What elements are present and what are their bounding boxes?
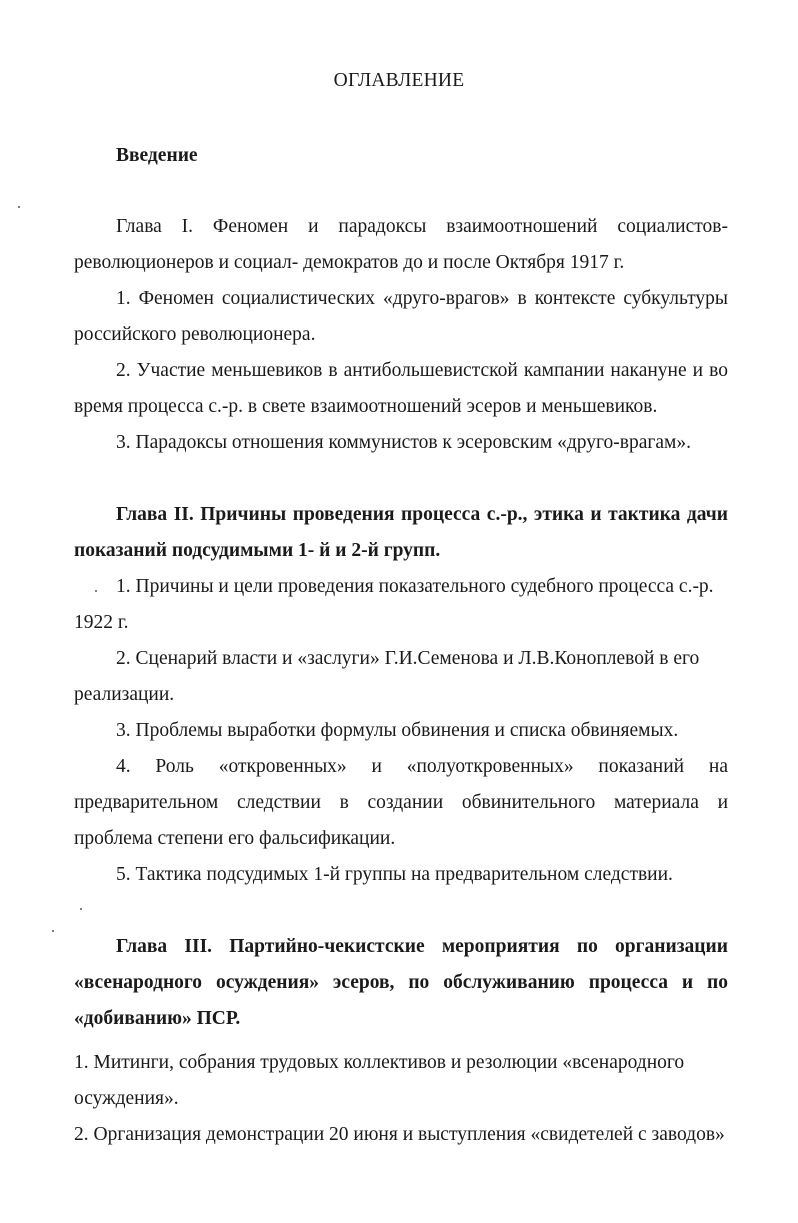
intro-heading: Введение	[116, 145, 198, 166]
chapter-2-heading-line-2: показаний подсудимыми 1- й и 2-й групп.	[74, 540, 441, 561]
chapter-2-item-1-line-2: 1922 г.	[74, 612, 129, 633]
chapter-2-heading-line-1: Глава II. Причины проведения процесса с.-р., этика и тактика дачи	[116, 504, 728, 525]
chapter-2-item-4-line-1: 4. Роль «откровенных» и «полуоткровенных» показаний на	[116, 756, 728, 777]
chapter-2-item-2-line-1: 2. Сценарий власти и «заслуги» Г.И.Семенова и Л.В.Коноплевой в его	[116, 648, 700, 669]
chapter-2-item-3: 3. Проблемы выработки формулы обвинения и списка обвиняемых.	[116, 720, 679, 741]
chapter-1-item-2-line-1: 2. Участие меньшевиков в антибольшевистской кампании накануне и во	[116, 360, 728, 381]
chapter-1-item-3: 3. Парадоксы отношения коммунистов к эсеровским «друго-врагам».	[116, 432, 691, 453]
chapter-3-heading-line-3: «добиванию» ПСР.	[74, 1008, 241, 1029]
chapter-3-heading-line-2: «всенародного осуждения» эсеров, по обслуживанию процесса и по	[74, 972, 728, 993]
chapter-2-item-5: 5. Тактика подсудимых 1-й группы на предварительном следствии.	[116, 864, 673, 885]
chapter-3-heading-line-1: Глава III. Партийно-чекистские мероприятия по организации	[116, 936, 728, 957]
chapter-1-item-2-line-2: время процесса с.-р. в свете взаимоотношений эсеров и меньшевиков.	[74, 396, 658, 417]
chapter-1-item-1-line-1: 1. Феномен социалистических «друго-врагов» в контексте субкультуры	[116, 288, 728, 309]
scan-speck	[52, 930, 54, 932]
scan-speck	[18, 206, 20, 208]
chapter-1-heading-line-1: Глава I. Феномен и парадоксы взаимоотношений социалистов-	[116, 216, 728, 237]
chapter-3-item-1-line-1: 1. Митинги, собрания трудовых коллективов и резолюции «всенародного	[74, 1052, 685, 1073]
page-title: ОГЛАВЛЕНИЕ	[333, 70, 465, 91]
chapter-2-item-1-line-1: 1. Причины и цели проведения показательного судебного процесса с.-р.	[116, 576, 714, 597]
scan-speck	[95, 590, 97, 592]
chapter-1-heading-line-2: революционеров и социал- демократов до и после Октября 1917 г.	[74, 252, 625, 273]
chapter-3-item-2: 2. Организация демонстрации 20 июня и выступления «свидетелей с заводов»	[74, 1124, 725, 1145]
chapter-2-item-4-line-2: предварительном следствии в создании обвинительного материала и	[74, 792, 728, 813]
scan-speck	[80, 908, 82, 910]
chapter-3-item-1-line-2: осуждения».	[74, 1088, 179, 1109]
chapter-2-item-4-line-3: проблема степени его фальсификации.	[74, 828, 396, 849]
chapter-1-item-1-line-2: российского революционера.	[74, 324, 316, 345]
chapter-2-item-2-line-2: реализации.	[74, 684, 175, 705]
